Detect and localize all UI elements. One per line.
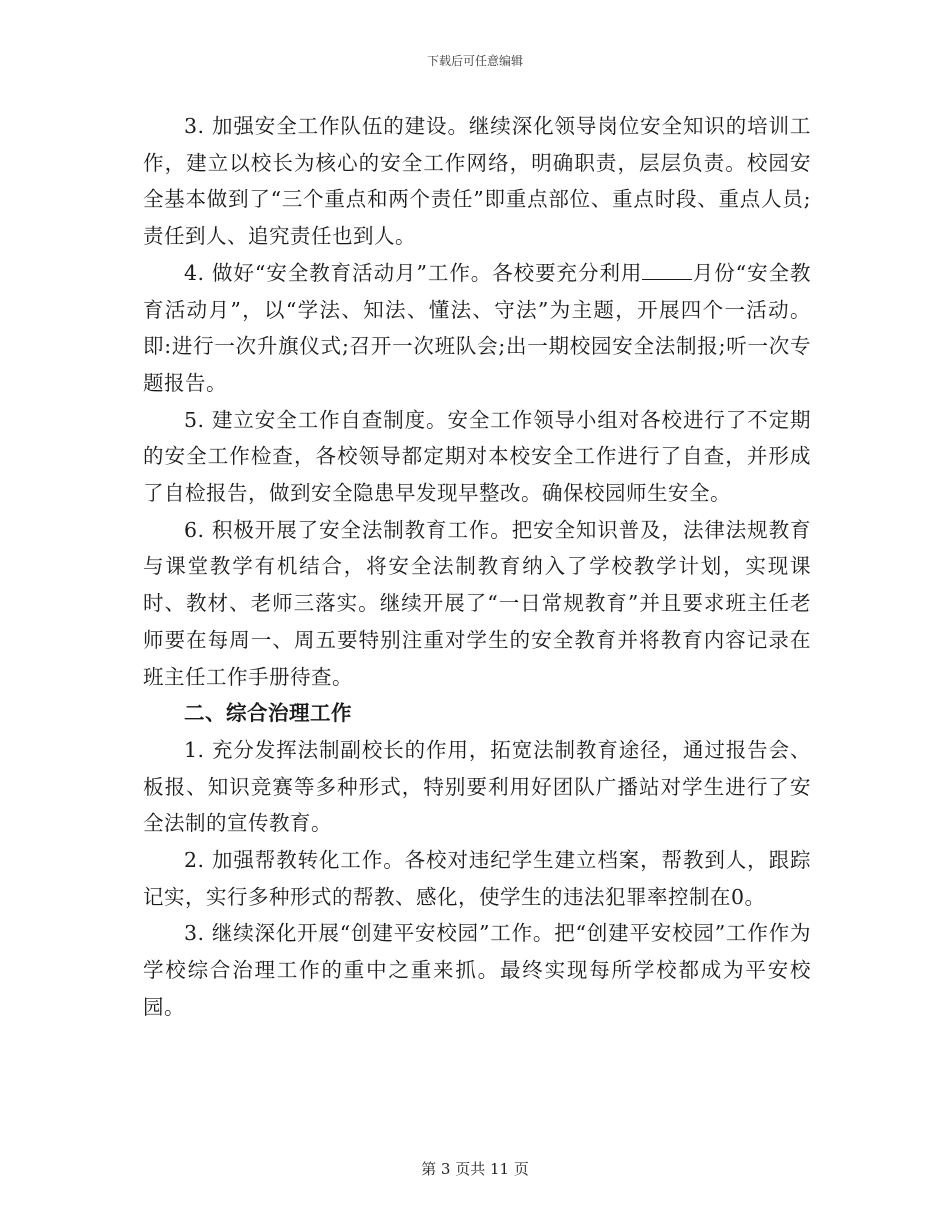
paragraph-item-4-end: 月份“安全教育活动月”，以“学法、知法、懂法、守法”为主题，开展四个一活动。即:进行一次升旗仪式;召开一次班队会;出一期校园安全法制报;听一次专题报告。 <box>143 260 811 395</box>
paragraph-item-6: 6. 积极开展了安全法制教育工作。把安全知识普及，法律法规教育与课堂教学有机结合，将安全法制教育纳入了学校教学计划，实现课时、教材、老师三落实。继续开展了“一日常规教育”并且要求班主任老师要在每周一、周五要特别注重对学生的安全教育并将教育内容记录在班主任工作手册待查。 <box>143 517 811 689</box>
page-header: 下载后可任意编辑 <box>426 54 523 68</box>
fill-in-blank <box>642 259 692 280</box>
paragraph-item-3: 3. 加强安全工作队伍的建设。继续深化领导岗位安全知识的培训工作，建立以校长为核心的安全工作网络，明确职责，层层负责。校园安全基本做到了“三个重点和两个责任”即重点部位、重点时段、重点人员;责任到人、追究责任也到人。 <box>143 114 811 249</box>
section2-item-1: 1. 充分发挥法制副校长的作用，拓宽法制教育途径，通过报告会、板报、知识竞赛等多种形式，特别要利用好团队广播站对学生进行了安全法制的宣传教育。 <box>143 737 811 836</box>
section2-item-2: 2. 加强帮教转化工作。各校对违纪学生建立档案，帮教到人，跟踪记实，实行多种形式的帮教、感化，使学生的违法犯罪率控制在0。 <box>143 848 811 909</box>
page-number-footer: 第 3 页共 11 页 <box>421 1160 529 1178</box>
document-body <box>143 108 811 1026</box>
paragraph-item-5: 5. 建立安全工作自查制度。安全工作领导小组对各校进行了不定期的安全工作检查，各校领导都定期对本校安全工作进行了自查，并形成了自检报告，做到安全隐患早发现早整改。确保校园师生安全。 <box>143 407 811 506</box>
paragraph-item-4-start: 4. 做好“安全教育活动月”工作。各校要充分利用 <box>184 260 643 285</box>
section2-item-3: 3. 继续深化开展“创建平安校园”工作。把“创建平安校园”工作作为学校综合治理工作的重中之重来抓。最终实现每所学校都成为平安校园。 <box>143 921 811 1019</box>
section-heading: 二、综合治理工作 <box>184 701 352 726</box>
paragraph-item-4 <box>143 255 811 402</box>
